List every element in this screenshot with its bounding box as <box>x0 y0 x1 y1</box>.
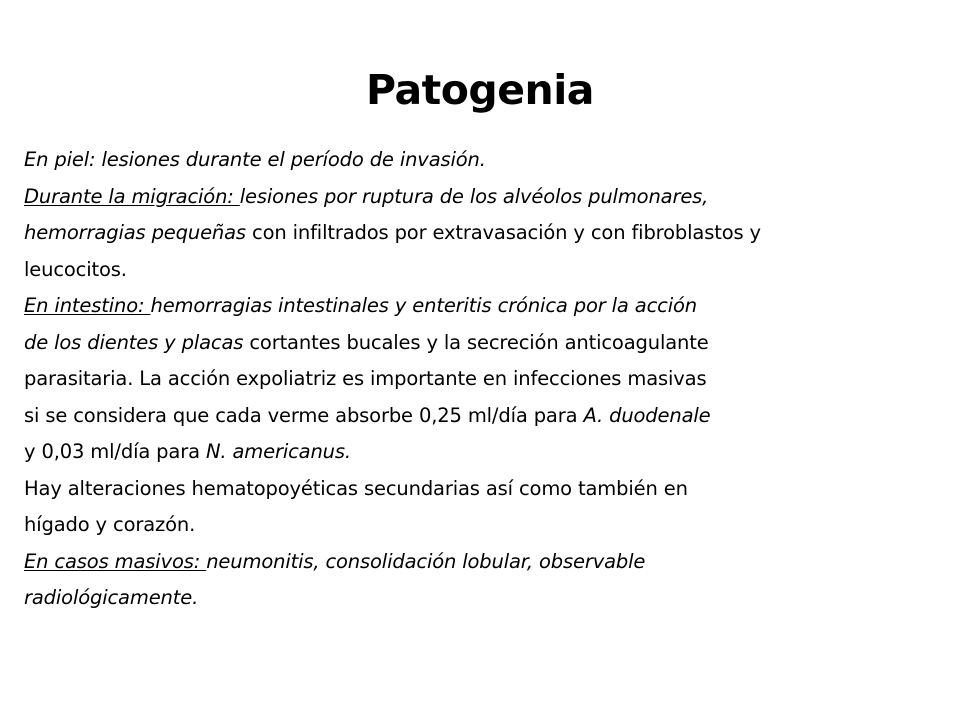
slide-title: Patogenia <box>366 66 594 114</box>
body-line <box>24 142 944 179</box>
body-text-segment: si se considera que cada verme absorbe 0,25 ml/día para <box>24 403 584 427</box>
body-text-segment: cortantes bucales y la secreción anticoagulante <box>243 330 709 354</box>
body-line <box>24 215 944 252</box>
body-text-segment: Hay alteraciones hematopoyéticas secundarias así como también en <box>24 476 688 500</box>
body-line <box>24 544 944 581</box>
body-text-segment: radiológicamente. <box>24 586 199 609</box>
body-text-segment: hígado y corazón. <box>24 513 196 536</box>
body-line <box>24 361 944 398</box>
body-text-segment: neumonitis, consolidación lobular, observable <box>206 549 646 573</box>
body-line <box>24 252 944 289</box>
body-text-segment: En piel: lesiones durante el período de invasión. <box>24 148 486 171</box>
underlined-heading-text: En casos masivos: <box>24 549 207 573</box>
body-line <box>24 580 944 617</box>
body-text-segment: y 0,03 ml/día para <box>24 440 206 463</box>
body-text-segment: lesiones por ruptura de los alvéolos pulmonares, <box>239 184 709 208</box>
body-line <box>24 507 944 544</box>
body-text-segment: hemorragias pequeñas <box>24 221 246 244</box>
body-line <box>24 179 944 216</box>
body-text-segment: A. duodenale <box>583 403 711 427</box>
body-text-segment: leucocitos. <box>24 257 127 281</box>
body-text-segment: parasitaria. La acción expoliatriz es importante en infecciones masivas <box>24 367 707 390</box>
underlined-heading-text: Durante la migración: <box>24 184 240 208</box>
body-line <box>24 471 944 508</box>
underlined-heading-text: En intestino: <box>24 294 151 317</box>
body-line <box>24 434 944 471</box>
body-line <box>24 288 944 325</box>
body-line <box>24 325 944 362</box>
body-text-segment: con infiltrados por extravasación y con fibroblastos y <box>245 221 761 244</box>
body-text-segment: de los dientes y placas <box>24 330 244 354</box>
body-line <box>24 398 944 435</box>
body-text-segment: N. americanus. <box>205 440 351 463</box>
slide-body <box>24 142 944 617</box>
body-text-segment: hemorragias intestinales y enteritis crónica por la acción <box>150 294 697 317</box>
